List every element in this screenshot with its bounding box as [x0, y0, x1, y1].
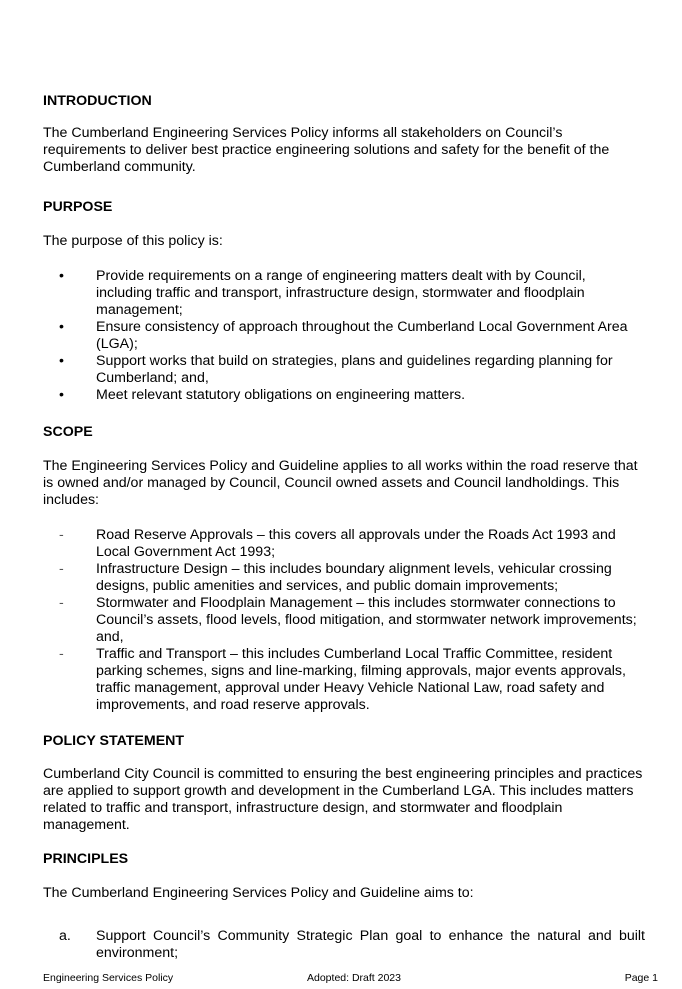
principles-item: a. Support Council’s Community Strategic Plan goal to enhance the natural and built environment;	[59, 928, 645, 961]
footer-center: Adopted: Draft 2023	[307, 972, 401, 984]
scope-item: - Stormwater and Floodplain Management – this includes stormwater connections to Council’s assets, flood levels, flood mitigation, and stormwater network improvements; and,	[59, 595, 637, 645]
principles-intro: The Cumberland Engineering Services Policy and Guideline aims to:	[43, 885, 474, 901]
purpose-item: • Meet relevant statutory obligations on engineering matters.	[59, 387, 466, 403]
alpha-marker: a.	[59, 928, 71, 944]
purpose-heading: PURPOSE	[43, 199, 113, 215]
footer-page-number: Page 1	[624, 972, 658, 984]
scope-intro: The Engineering Services Policy and Guideline applies to all works within the road reserve that is owned and/or managed by Council, Council owned assets and Council landholdings. This includes:	[43, 458, 638, 508]
purpose-list	[43, 268, 645, 404]
bullet-marker: •	[59, 387, 64, 403]
purpose-item: • Provide requirements on a range of engineering matters dealt with by Council, including traffic and transport, infrastructure design, stormwater and floodplain management;	[59, 268, 586, 318]
principles-list	[43, 928, 645, 962]
principles-heading: PRINCIPLES	[43, 851, 129, 867]
purpose-item: • Support works that build on strategies, plans and guidelines regarding planning for Cumberland; and,	[59, 353, 613, 386]
scope-item: - Infrastructure Design – this includes boundary alignment levels, vehicular crossing designs, public amenities and services, and public domain improvements;	[59, 561, 612, 594]
introduction-heading: INTRODUCTION	[43, 93, 152, 109]
scope-heading: SCOPE	[43, 424, 93, 440]
scope-item: - Traffic and Transport – this includes Cumberland Local Traffic Committee, resident parking schemes, signs and line-marking, filming approvals, major events approvals, traffic management, approval under Heavy Vehicle National Law, road safety and improvements, and road reserve approvals.	[59, 646, 626, 713]
scope-item: - Road Reserve Approvals – this covers all approvals under the Roads Act 1993 and Local Government Act 1993;	[59, 527, 616, 560]
footer-left: Engineering Services Policy	[43, 972, 174, 984]
bullet-marker: •	[59, 268, 64, 284]
bullet-marker: •	[59, 319, 64, 335]
scope-list	[43, 527, 645, 714]
policy-statement-text: Cumberland City Council is committed to ensuring the best engineering principles and practices are applied to support growth and development in the Cumberland LGA. This includes matters related to traffic and transport, infrastructure design, and stormwater and floodplain management.	[43, 766, 643, 833]
purpose-item: • Ensure consistency of approach throughout the Cumberland Local Government Area (LGA);	[59, 319, 628, 352]
dash-marker: -	[59, 646, 64, 662]
bullet-marker: •	[59, 353, 64, 369]
dash-marker: -	[59, 561, 64, 577]
introduction-text: The Cumberland Engineering Services Policy informs all stakeholders on Council’s requirements to deliver best practice engineering solutions and safety for the benefit of the Cumberland community.	[43, 125, 610, 175]
purpose-intro: The purpose of this policy is:	[43, 233, 223, 249]
policy-statement-heading: POLICY STATEMENT	[43, 733, 185, 749]
dash-marker: -	[59, 595, 64, 611]
dash-marker: -	[59, 527, 64, 543]
